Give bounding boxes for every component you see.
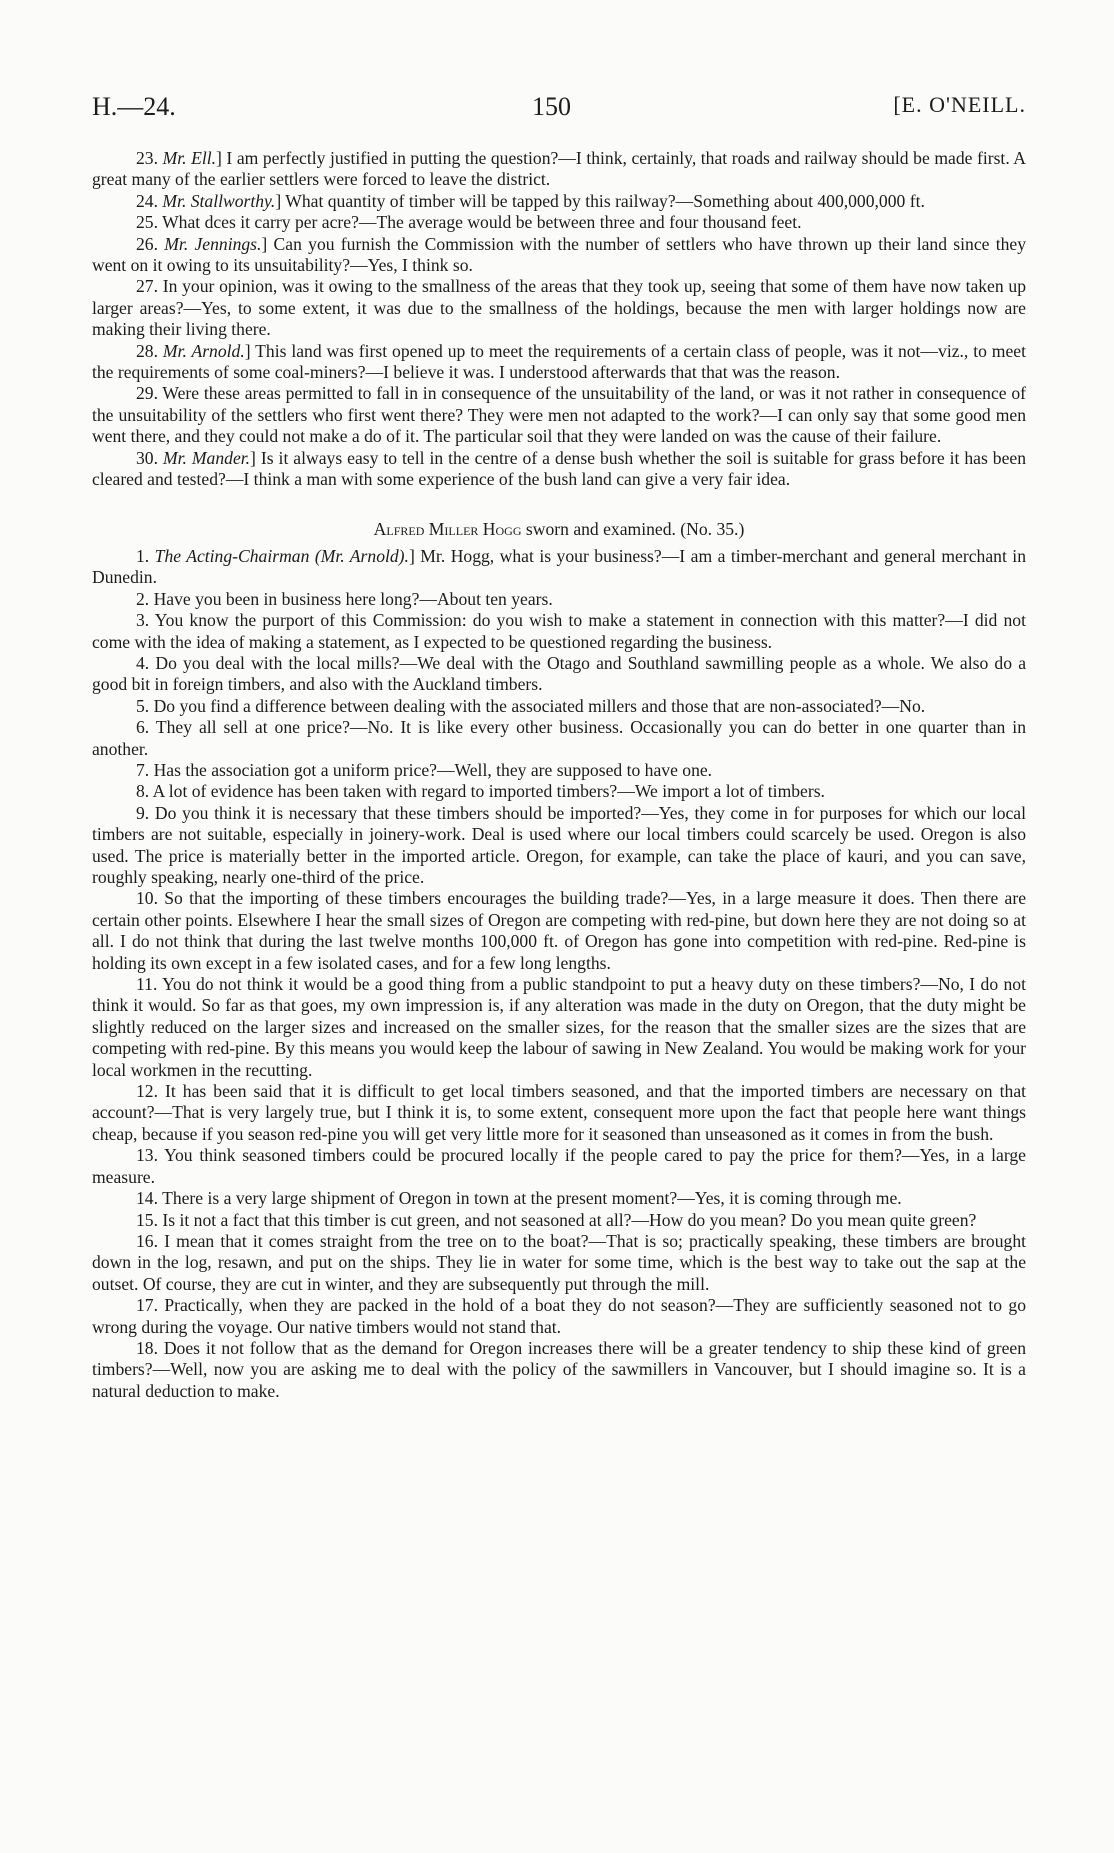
question-text: They all sell at one price?—No. It is like every other business. Occasionally you can do better in one quarter than in another. <box>92 717 1026 759</box>
question-paragraph <box>92 448 1026 491</box>
question-text: ] Can you furnish the Commission with the number of settlers who have thrown up their land since they went on it owing to its unsuitability?—Yes, I think so. <box>92 233 1026 276</box>
page-number: 150 <box>532 92 571 121</box>
speaker-name: Mr. Arnold. <box>162 340 245 361</box>
question-paragraph <box>92 760 1026 781</box>
question-number: 30. <box>136 447 163 468</box>
question-number: 28. <box>136 340 163 361</box>
question-paragraph <box>92 610 1026 653</box>
speaker-name: Mr. Mander. <box>162 447 251 468</box>
question-text: I mean that it comes straight from the tree on to the boat?—That is so; practically speaking, these timbers are brought down in the log, resawn, and put on the ships. They lie in water for some time, which is the best way to take out the sap at the outset. Of course, they are cut in winter, and they are subsequently put through the mill. <box>92 1230 1027 1294</box>
question-text: ] Mr. Hogg, what is your business?—I am a timber-merchant and general merchant in Dunedin. <box>92 545 1026 588</box>
question-paragraph <box>92 234 1026 277</box>
question-paragraph <box>92 148 1026 191</box>
question-number: 11. <box>136 974 163 995</box>
question-number: 15. <box>136 1209 163 1230</box>
question-paragraph <box>92 696 1026 717</box>
question-number: 23. <box>136 148 163 168</box>
question-text: There is a very large shipment of Oregon in town at the present moment?—Yes, it is coming through me. <box>162 1188 902 1209</box>
question-paragraph <box>92 546 1026 589</box>
question-paragraph <box>92 383 1026 447</box>
speaker-name: Mr. Jennings. <box>164 233 262 254</box>
question-text: A lot of evidence has been taken with regard to imported timbers?—We import a lot of timbers. <box>152 781 825 802</box>
page-body <box>92 148 1026 1402</box>
question-text: Were these areas permitted to fall in in consequence of the unsuitability of the land, or was it not rather in consequence of the unsuitability of the settlers who first went there? They were men not adapted to the work?—I can only say that some good men went there, and they could not make a do of it. The particular soil that they were landed on was the cause of their failure. <box>92 383 1026 447</box>
question-text: You think seasoned timbers could be procured locally if the people cared to pay the price for them?—Yes, in a large measure. <box>92 1145 1026 1187</box>
question-text: Is it not a fact that this timber is cut green, and not seasoned at all?—How do you mean? Do you mean quite green? <box>162 1209 977 1230</box>
question-text: ] This land was first opened up to meet the requirements of a certain class of people, was it not—viz., to meet the requirements of some coal-miners?—I believe it was. I understood afterwards that that was the reason. <box>92 340 1026 383</box>
question-number: 9. <box>136 802 155 823</box>
question-text: Has the association got a uniform price?—Well, they are supposed to have one. <box>153 759 713 780</box>
question-number: 8. <box>136 781 153 802</box>
question-number: 25. <box>136 212 163 233</box>
question-number: 3. <box>136 610 155 631</box>
question-number: 1. <box>136 545 155 566</box>
witness-examination-section <box>92 546 1026 1402</box>
question-text: You do not think it would be a good thing from a public standpoint to put a heavy duty on these timbers?—No, I do not think it would. So far as that goes, my own impression is, if any alteration was made in the duty on Oregon, that the duty might be slightly reduced on the larger sizes and increased on the smaller sizes, for the reason that the smaller sizes are the sizes that are competing with red-pine. By this means you would keep the labour of sawing in New Zealand. You would be making work for your local workmen in the recutting. <box>92 974 1026 1080</box>
question-paragraph <box>92 341 1026 384</box>
question-paragraph <box>92 1295 1026 1338</box>
question-paragraph <box>92 781 1026 802</box>
question-number: 17. <box>136 1295 165 1316</box>
question-text: So that the importing of these timbers encourages the building trade?—Yes, in a large measure it does. Then there are certain other points. Elsewhere I hear the small sizes of Oregon are competing with red-pine, but down here they are not doing so at all. I do not think that during the last twelve months 100,000 ft. of Oregon has gone into competition with red-pine. Red-pine is holding its own except in a few isolated cases, and for a few long lengths. <box>92 888 1027 973</box>
question-text: Have you been in business here long?—About ten years. <box>153 588 553 609</box>
question-text: You know the purport of this Commission: do you wish to make a statement in connection with this matter?—I did not come with the idea of making a statement, as I expected to be questioned regarding the business. <box>92 610 1026 652</box>
question-number: 14. <box>136 1188 163 1209</box>
question-text: In your opinion, was it owing to the smallness of the areas that they took up, seeing that some of them have now taken up larger areas?—Yes, to some extent, it was due to the smallness of the holdings, because the men with larger holdings now are making their living there. <box>92 276 1026 340</box>
question-number: 18. <box>136 1337 164 1358</box>
question-number: 2. <box>136 588 154 609</box>
question-paragraph <box>92 1231 1026 1295</box>
question-text: What dces it carry per acre?—The average would be between three and four thousand feet. <box>162 212 802 233</box>
question-text: ] What quantity of timber will be tapped by this railway?—Something about 400,000,000 ft. <box>275 190 925 211</box>
question-number: 6. <box>136 717 156 738</box>
question-paragraph <box>92 974 1026 1081</box>
question-paragraph <box>92 1188 1026 1209</box>
paper-reference: H.—24. <box>92 92 176 121</box>
question-paragraph <box>92 1081 1026 1145</box>
question-text: ] Is it always easy to tell in the centre of a dense bush whether the soil is suitable for grass before it has been cleared and tested?—I think a man with some experience of the bush land can give a very fair idea. <box>92 447 1027 490</box>
witness-reference: [E. O'NEILL. <box>893 92 1026 117</box>
question-number: 24. <box>136 190 163 211</box>
question-paragraph <box>92 212 1026 233</box>
question-paragraph <box>92 1210 1026 1231</box>
question-paragraph <box>92 803 1026 889</box>
witness-heading-text: sworn and examined. (No. 35.) <box>521 518 745 539</box>
question-text: ] I am perfectly justified in putting the question?—I think, certainly, that roads and railway should be made first. A great many of the earlier settlers were forced to leave the district. <box>92 148 1027 190</box>
question-number: 12. <box>136 1081 166 1102</box>
speaker-name: Mr. Ell. <box>162 148 216 168</box>
speaker-name: Mr. Stallworthy. <box>162 190 276 211</box>
witness-heading <box>92 519 1026 540</box>
question-paragraph <box>92 276 1026 340</box>
question-paragraph <box>92 888 1026 974</box>
question-number: 10. <box>136 888 165 909</box>
question-number: 13. <box>136 1145 165 1166</box>
question-number: 27. <box>136 276 163 297</box>
question-text: Do you deal with the local mills?—We deal with the Otago and Southland sawmilling people as a whole. We also do a good bit in foreign timbers, and also with the Auckland timbers. <box>92 652 1027 695</box>
question-text: Do you find a difference between dealing with the associated millers and those that are non-associated?—No. <box>153 695 926 716</box>
witness-name: Alfred Miller Hogg <box>373 518 522 539</box>
question-paragraph <box>92 653 1026 696</box>
question-paragraph <box>92 191 1026 212</box>
question-number: 26. <box>136 233 165 254</box>
previous-witness-section <box>92 148 1026 491</box>
question-number: 16. <box>136 1230 165 1251</box>
question-paragraph <box>92 1338 1026 1402</box>
question-paragraph <box>92 589 1026 610</box>
question-number: 4. <box>136 652 156 673</box>
question-number: 29. <box>136 383 163 404</box>
speaker-name: The Acting-Chairman (Mr. Arnold). <box>154 545 409 566</box>
question-number: 7. <box>136 759 154 780</box>
question-paragraph <box>92 717 1026 760</box>
question-text: Practically, when they are packed in the hold of a boat they do not season?—They are sufficiently seasoned not to go wrong during the voyage. Our native timbers would not stand that. <box>92 1295 1026 1337</box>
page-header <box>92 92 1026 126</box>
question-text: Do you think it is necessary that these timbers should be imported?—Yes, they come in for purposes for which our local timbers are not suitable, especially in joinery-work. Deal is used where our local timbers could scarcely be used. Oregon is also used. The price is materially better in the imported article. Oregon, for example, can take the place of kauri, and you can save, roughly speaking, nearly one-third of the price. <box>92 802 1027 887</box>
question-paragraph <box>92 1145 1026 1188</box>
question-text: It has been said that it is difficult to get local timbers seasoned, and that the imported timbers are necessary on that account?—That is very largely true, but I think it is, to some extent, consequent more upon the fact that people here want things cheap, because if you season red-pine you will get very little more for it seasoned than unseasoned as it comes in from the bush. <box>92 1081 1027 1144</box>
question-text: Does it not follow that as the demand for Oregon increases there will be a greater tendency to ship these kind of green timbers?—Well, now you are asking me to deal with the policy of the sawmillers in Vancouver, but I should imagine so. It is a natural deduction to make. <box>92 1337 1026 1401</box>
question-number: 5. <box>136 695 154 716</box>
